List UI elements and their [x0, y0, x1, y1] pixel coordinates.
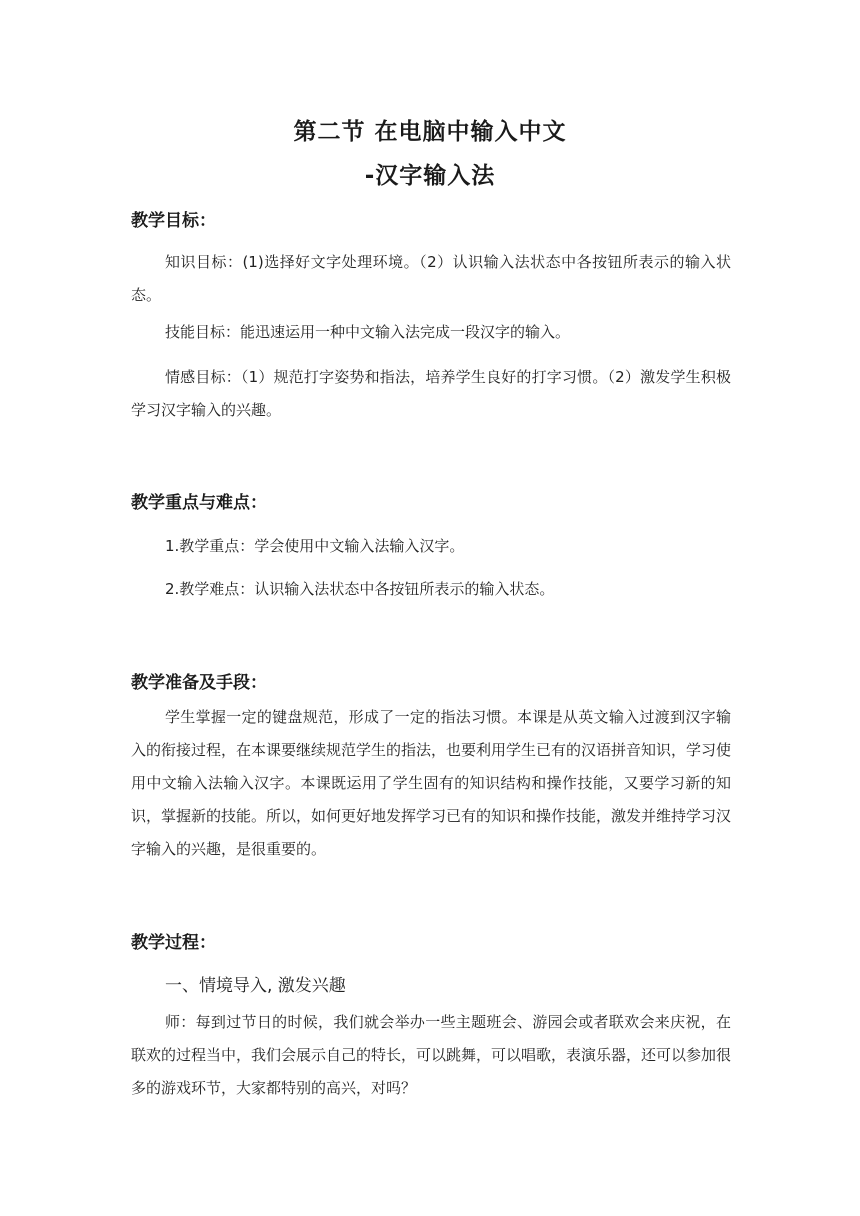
process-step-1-body: 师：每到过节日的时候，我们就会举办一些主题班会、游园会或者联欢会来庆祝，在联欢的过程当中，我们会展示自己的特长，可以跳舞，可以唱歌，表演乐器，还可以参加很多的游戏环节，大家都特别的高兴，对吗？	[131, 1013, 732, 1097]
preparation-heading: 教学准备及手段：	[131, 673, 267, 693]
key-point-1: 1.教学重点：学会使用中文输入法输入汉字。	[165, 537, 465, 555]
process-step-1-title: 一、情境导入, 激发兴趣	[165, 976, 346, 996]
document-subtitle: -汉字输入法	[364, 163, 496, 189]
emotion-objective: 情感目标：（1）规范打字姿势和指法，培养学生良好的打字习惯。（2）激发学生积极学习汉字输入的兴趣。	[131, 368, 731, 419]
process-heading: 教学过程：	[131, 933, 216, 953]
skill-objective: 技能目标：能迅速运用一种中文输入法完成一段汉字的输入。	[165, 323, 571, 341]
document-title: 第二节 在电脑中输入中文	[293, 119, 567, 145]
preparation-body: 学生掌握一定的键盘规范，形成了一定的指法习惯。本课是从英文输入过渡到汉字输入的衔接过程，在本课要继续规范学生的指法，也要利用学生已有的汉语拼音知识，学习使用中文输入法输入汉字。本课既运用了学生固有的知识结构和操作技能，又要学习新的知识，掌握新的技能。所以，如何更好地发挥学习已有的知识和操作技能，激发并维持学习汉字输入的兴趣，是很重要的。	[131, 708, 732, 858]
objectives-heading: 教学目标：	[131, 211, 216, 231]
key-point-2: 2.教学难点：认识输入法状态中各按钮所表示的输入状态。	[165, 580, 555, 598]
key-points-heading: 教学重点与难点：	[131, 493, 267, 513]
knowledge-objective: 知识目标：(1)选择好文字处理环境。（2）认识输入法状态中各按钮所表示的输入状态。	[131, 253, 731, 304]
